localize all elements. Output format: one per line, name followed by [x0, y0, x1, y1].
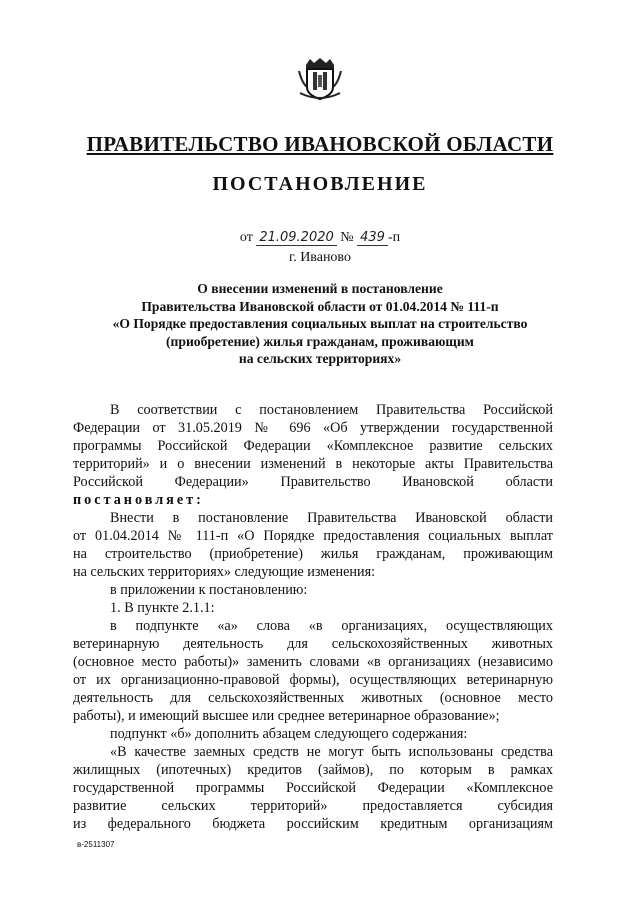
- number-suffix: -п: [387, 230, 401, 245]
- government-title: ПРАВИТЕЛЬСТВО ИВАНОВСКОЙ ОБЛАСТИ: [86, 132, 554, 156]
- body-line: «В качестве заемных средств не могут быть использованы средства: [110, 744, 553, 760]
- decree-subject: [70, 280, 570, 368]
- number-prefix: №: [340, 230, 354, 245]
- body-line: территорий» и о внесении изменений в некоторые акты Правительства: [73, 456, 553, 472]
- handwritten-number: 439: [357, 230, 388, 246]
- body-line: жилищных (ипотечных) кредитов (займов), по которым в рамках: [73, 762, 553, 778]
- body-line: ветеринарную деятельность для сельскохозяйственных животных: [73, 636, 553, 652]
- body-line: программы Российской Федерации «Комплексное развитие сельских: [73, 438, 553, 454]
- document-type: ПОСТАНОВЛЕНИЕ: [212, 173, 428, 195]
- body-line: Российской Федерации» Правительство Ивановской области: [73, 474, 553, 490]
- body-line: (основное место работы)» заменить словами «в организациях (независимо: [73, 654, 553, 670]
- body-line: деятельность для сельскохозяйственных животных (основное место: [73, 690, 553, 706]
- body-line: в подпункте «а» слова «в организациях, осуществляющих: [110, 618, 553, 634]
- body-line: развитие сельских территорий» предоставляется субсидия: [73, 798, 553, 814]
- subject-line: О внесении изменений в постановление: [197, 281, 443, 296]
- body-line: В соответствии с постановлением Правительства Российской: [110, 402, 553, 418]
- handwritten-date: 21.09.2020: [256, 230, 336, 246]
- subject-line: «О Порядке предоставления социальных выплат на строительство: [112, 316, 528, 331]
- body-line: от 01.04.2014 № 111-п «О Порядке предоставления социальных выплат: [73, 528, 553, 544]
- body-line: 1. В пункте 2.1.1:: [110, 600, 215, 616]
- body-line: из федерального бюджета российским кредитным организациям: [73, 816, 553, 832]
- body-line: работы), и имеющий высшее или среднее ветеринарное образование»;: [73, 708, 500, 724]
- coat-of-arms-icon: [296, 57, 344, 101]
- body-line: Федерации от 31.05.2019 № 696 «Об утверждении государственной: [73, 420, 553, 436]
- body-line: подпункт «б» дополнить абзацем следующего содержания:: [110, 726, 468, 742]
- subject-line: на сельских территориях»: [238, 351, 402, 366]
- body-line: от их организационно-правовой формы), осуществляющих ветеринарную: [73, 672, 553, 688]
- body-line: Внести в постановление Правительства Ивановской области: [110, 510, 553, 526]
- city: г. Иваново: [289, 250, 351, 265]
- date-prefix: от: [239, 230, 253, 245]
- document-code: в-2511307: [77, 840, 115, 849]
- subject-line: Правительства Ивановской области от 01.04.2014 № 111-п: [141, 298, 499, 314]
- date-number-line: [0, 230, 640, 246]
- body-line: на сельских территориях» следующие изменения:: [73, 564, 376, 580]
- body-line-decrees: постановляет:: [73, 492, 204, 508]
- body-line: в приложении к постановлению:: [110, 582, 308, 598]
- body-line: государственной программы Российской Федерации «Комплексное: [73, 780, 553, 796]
- subject-line: (приобретение) жилья гражданам, проживающим: [166, 333, 474, 349]
- body-line: на строительство (приобретение) жилья гражданам, проживающим: [73, 546, 553, 562]
